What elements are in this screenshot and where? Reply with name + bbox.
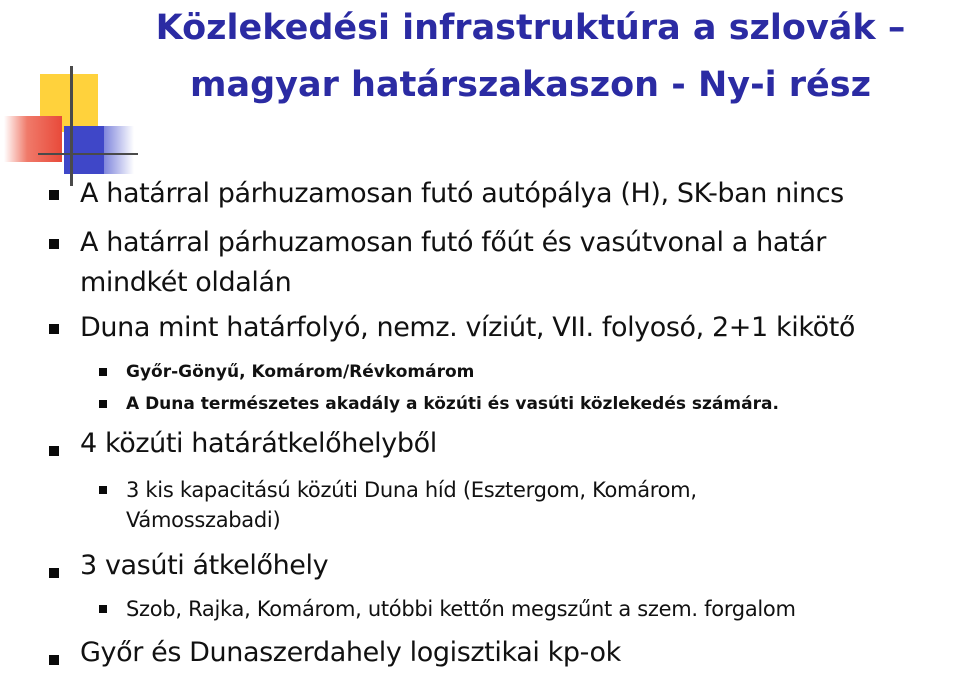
bullet-item-5: 3 vasúti átkelőhely <box>80 550 329 581</box>
bullet-square-icon <box>49 446 59 456</box>
bullet-square-icon <box>49 568 59 578</box>
slide-title-line-2: magyar határszakaszon - Ny-i rész <box>190 65 871 105</box>
bullet-item-3: Duna mint határfolyó, nemz. víziút, VII. folyosó, 2+1 kikötő <box>80 312 856 343</box>
sub-item-5-1: Szob, Rajka, Komárom, utóbbi kettőn megszűnt a szem. forgalom <box>126 597 796 621</box>
bullet-square-icon <box>49 239 59 249</box>
sub-bullet-square-icon <box>99 605 107 613</box>
bullet-item-1: A határral párhuzamosan futó autópálya (H), SK-ban nincs <box>80 178 844 209</box>
sub-item-4-1-line-1: 3 kis kapacitású közúti Duna híd (Esztergom, Komárom, <box>126 478 697 502</box>
bullet-item-2-line-2: mindkét oldalán <box>80 267 292 298</box>
bullet-item-6: Győr és Dunaszerdahely logisztikai kp-ok <box>80 637 621 668</box>
bullet-item-2-line-1: A határral párhuzamosan futó főút és vasútvonal a határ <box>80 227 826 258</box>
bullet-square-icon <box>49 655 59 665</box>
slide-title-line-1: Közlekedési infrastruktúra a szlovák – <box>155 8 906 48</box>
sub-bullet-square-icon <box>99 368 107 376</box>
bullet-item-4: 4 közúti határátkelőhelyből <box>80 428 437 459</box>
sub-bullet-square-icon <box>99 486 107 494</box>
sub-item-3-2: A Duna természetes akadály a közúti és vasúti közlekedés számára. <box>126 394 779 414</box>
sub-bullet-square-icon <box>99 400 107 408</box>
bullet-square-icon <box>49 324 59 334</box>
sub-item-4-1-line-2: Vámosszabadi) <box>126 508 281 532</box>
sub-item-3-1: Győr-Gönyű, Komárom/Révkomárom <box>126 362 475 382</box>
bullet-square-icon <box>49 190 59 200</box>
